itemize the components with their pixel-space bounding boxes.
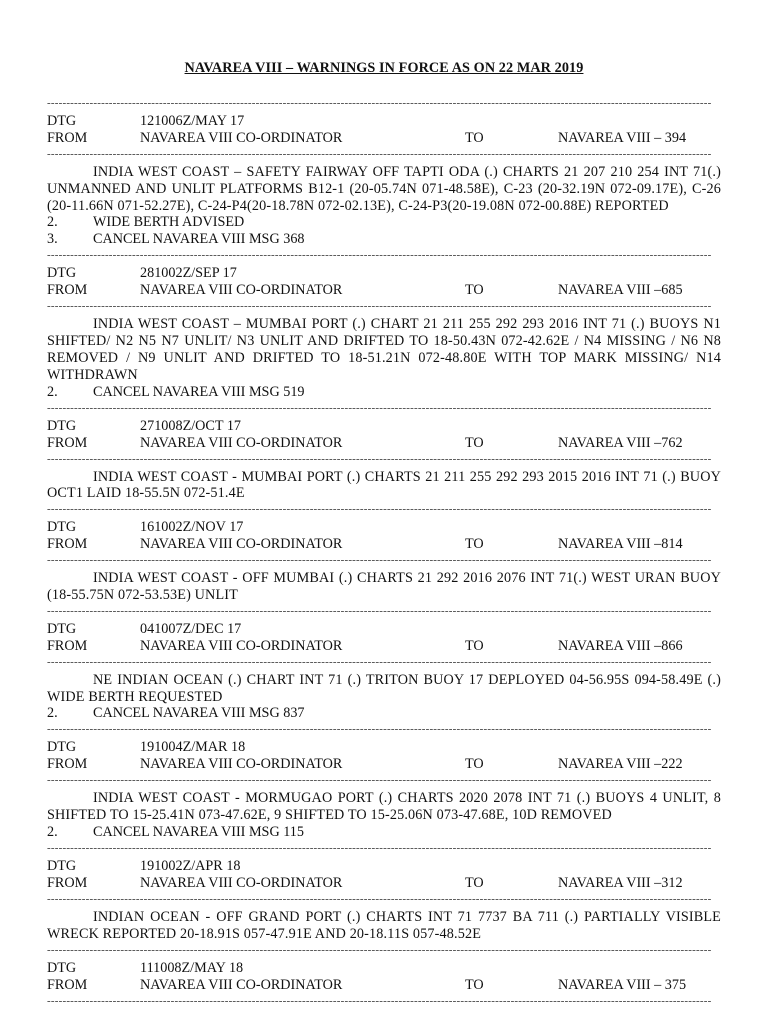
- separator-line: ----------------------------------------------------------------------------------------------------------------------------------------------------------------------------: [47, 503, 712, 516]
- to-label: TO: [465, 536, 484, 553]
- item-text: CANCEL NAVAREA VIII MSG 368: [93, 231, 305, 248]
- dtg-value: 191004Z/MAR 18: [140, 739, 246, 756]
- to-label: TO: [465, 874, 484, 891]
- dtg-label: DTG: [47, 959, 77, 976]
- item-text: CANCEL NAVAREA VIII MSG 519: [93, 383, 305, 400]
- item-number: 2.: [47, 383, 58, 400]
- from-value: NAVAREA VIII CO-ORDINATOR: [140, 874, 343, 891]
- to-label: TO: [465, 282, 484, 299]
- dtg-label: DTG: [47, 739, 77, 756]
- warning-block: [47, 248, 721, 400]
- to-value: NAVAREA VIII –814: [558, 536, 683, 553]
- from-value: NAVAREA VIII CO-ORDINATOR: [140, 536, 343, 553]
- dtg-row: [47, 621, 721, 638]
- separator-line: ----------------------------------------------------------------------------------------------------------------------------------------------------------------------------: [47, 300, 712, 313]
- dtg-value: 271008Z/OCT 17: [140, 417, 242, 434]
- dtg-value: 191002Z/APR 18: [140, 857, 241, 874]
- dtg-value: 161002Z/NOV 17: [140, 519, 244, 536]
- dtg-row: [47, 418, 721, 435]
- from-label: FROM: [47, 536, 88, 553]
- warning-text: INDIA WEST COAST - OFF MUMBAI (.) CHARTS 21 292 2016 2076 INT 71(.) WEST URAN BUOY (18-55.75N 072-53.53E) UNLIT: [47, 570, 721, 603]
- dtg-row: [47, 113, 721, 130]
- from-to-row: [47, 536, 721, 553]
- from-to-row: [47, 756, 721, 773]
- item-text: CANCEL NAVAREA VIII MSG 837: [93, 705, 305, 722]
- warning-block: [47, 604, 721, 723]
- to-label: TO: [465, 434, 484, 451]
- from-value: NAVAREA VIII CO-ORDINATOR: [140, 130, 343, 146]
- item-number: 2.: [47, 214, 58, 231]
- warning-text: INDIA WEST COAST – SAFETY FAIRWAY OFF TAPTI ODA (.) CHARTS 21 207 210 254 INT 71(.) UNMANNED AND UNLIT PLATFORMS B12-1 (20-05.74N 071-48.58E), C-23 (20-32.19N 072-09.17E), C-26 (20-11.66N 071-52.27E), C-24-P4(20-18.78N 072-02.13E), C-24-P3(20-19.08N 072-00.88E) REPORTED: [47, 164, 721, 214]
- from-value: NAVAREA VIII CO-ORDINATOR: [140, 434, 343, 451]
- warning-item: [47, 384, 721, 401]
- warning-text: NE INDIAN OCEAN (.) CHART INT 71 (.) TRITON BUOY 17 DEPLOYED 04-56.95S 094-58.49E (.) WIDE BERTH REQUESTED: [47, 671, 721, 705]
- warning-text: INDIAN OCEAN - OFF GRAND PORT (.) CHARTS INT 71 7737 BA 711 (.) PARTIALLY VISIBLE WRECK REPORTED 20-18.91S 057-47.91E AND 20-18.11S 057-48.52E: [47, 908, 721, 942]
- warning-text: INDIA WEST COAST - MORMUGAO PORT (.) CHARTS 2020 2078 INT 71 (.) BUOYS 4 UNLIT, 8 SHIFTED TO 15-25.41N 073-47.62E, 9 SHIFTED TO 15-25.06N 073-47.68E, 10D REMOVED: [47, 790, 721, 824]
- separator-line: ----------------------------------------------------------------------------------------------------------------------------------------------------------------------------: [47, 452, 712, 465]
- from-label: FROM: [47, 282, 88, 299]
- from-value: NAVAREA VIII CO-ORDINATOR: [140, 637, 343, 654]
- dtg-row: [47, 858, 721, 875]
- item-number: 2.: [47, 823, 58, 840]
- from-label: FROM: [47, 976, 88, 993]
- separator-line: ----------------------------------------------------------------------------------------------------------------------------------------------------------------------------: [47, 994, 712, 1007]
- item-text: CANCEL NAVAREA VIII MSG 115: [93, 823, 304, 840]
- dtg-value: 281002Z/SEP 17: [140, 265, 237, 282]
- from-to-row: [47, 875, 721, 892]
- dtg-label: DTG: [47, 265, 77, 282]
- item-number: 2.: [47, 705, 58, 722]
- warning-block: [47, 502, 721, 604]
- dtg-row: [47, 739, 721, 756]
- to-value: NAVAREA VIII –762: [558, 434, 683, 451]
- from-to-row: [47, 638, 721, 655]
- separator-line: ----------------------------------------------------------------------------------------------------------------------------------------------------------------------------: [47, 401, 712, 414]
- from-value: NAVAREA VIII CO-ORDINATOR: [140, 756, 343, 773]
- to-value: NAVAREA VIII –312: [558, 874, 683, 891]
- to-label: TO: [465, 130, 484, 146]
- dtg-row: [47, 519, 721, 536]
- separator-line: ----------------------------------------------------------------------------------------------------------------------------------------------------------------------------: [47, 148, 712, 160]
- dtg-label: DTG: [47, 417, 77, 434]
- warning-item: [47, 705, 721, 722]
- separator-line: ----------------------------------------------------------------------------------------------------------------------------------------------------------------------------: [47, 774, 712, 787]
- dtg-row: [47, 960, 721, 977]
- dtg-label: DTG: [47, 857, 77, 874]
- separator-line: ----------------------------------------------------------------------------------------------------------------------------------------------------------------------------: [47, 249, 712, 262]
- warning-text: INDIA WEST COAST - MUMBAI PORT (.) CHARTS 21 211 255 292 293 2015 2016 INT 71 (.) BUOY OCT1 LAID 18-55.5N 072-51.4E: [47, 468, 721, 502]
- from-label: FROM: [47, 756, 88, 773]
- from-label: FROM: [47, 637, 88, 654]
- to-value: NAVAREA VIII –685: [558, 282, 683, 299]
- from-to-row: [47, 435, 721, 452]
- dtg-label: DTG: [47, 620, 77, 637]
- warning-block: [47, 841, 721, 943]
- page-title: NAVAREA VIII – WARNINGS IN FORCE AS ON 22 MAR 2019: [184, 60, 584, 76]
- dtg-row: [47, 265, 721, 282]
- to-value: NAVAREA VIII –866: [558, 637, 683, 654]
- from-value: NAVAREA VIII CO-ORDINATOR: [140, 282, 343, 299]
- from-to-row: [47, 977, 721, 994]
- item-text: WIDE BERTH ADVISED: [93, 214, 245, 231]
- to-value: NAVAREA VIII – 375: [558, 976, 687, 993]
- separator-line: ----------------------------------------------------------------------------------------------------------------------------------------------------------------------------: [47, 554, 712, 567]
- separator-line: ----------------------------------------------------------------------------------------------------------------------------------------------------------------------------: [47, 655, 712, 668]
- warning-item: [47, 231, 721, 248]
- to-label: TO: [465, 756, 484, 773]
- warning-block: [47, 96, 721, 248]
- separator-line: ----------------------------------------------------------------------------------------------------------------------------------------------------------------------------: [47, 841, 712, 854]
- warning-block: [47, 401, 721, 503]
- from-to-row: [47, 130, 721, 147]
- separator-line: ----------------------------------------------------------------------------------------------------------------------------------------------------------------------------: [47, 723, 712, 736]
- warning-block: [47, 943, 721, 994]
- from-label: FROM: [47, 130, 88, 146]
- to-value: NAVAREA VIII –222: [558, 756, 683, 773]
- separator-line: ----------------------------------------------------------------------------------------------------------------------------------------------------------------------------: [47, 97, 712, 109]
- to-label: TO: [465, 637, 484, 654]
- warning-item: [47, 824, 721, 841]
- from-value: NAVAREA VIII CO-ORDINATOR: [140, 976, 343, 993]
- warning-text: INDIA WEST COAST – MUMBAI PORT (.) CHART 21 211 255 292 293 2016 INT 71 (.) BUOYS N1 SHIFTED/ N2 N5 N7 UNLIT/ N3 UNLIT AND DRIFTED TO 18-50.43N 072-42.62E / N4 MISSING / N6 N8 REMOVED / N9 UNLIT AND DRIFTED TO 18-51.21N 072-48.80E WITH TOP MARK MISSING/ N14 WITHDRAWN: [47, 316, 721, 383]
- separator-line: ----------------------------------------------------------------------------------------------------------------------------------------------------------------------------: [47, 892, 712, 905]
- dtg-label: DTG: [47, 113, 77, 129]
- item-number: 3.: [47, 231, 58, 248]
- from-label: FROM: [47, 434, 88, 451]
- dtg-value: 041007Z/DEC 17: [140, 620, 242, 637]
- to-value: NAVAREA VIII – 394: [558, 130, 687, 146]
- warning-item: [47, 214, 721, 231]
- from-to-row: [47, 282, 721, 299]
- dtg-value: 121006Z/MAY 17: [140, 113, 245, 129]
- to-label: TO: [465, 976, 484, 993]
- dtg-label: DTG: [47, 519, 77, 536]
- dtg-value: 111008Z/MAY 18: [140, 959, 244, 976]
- warning-block: [47, 722, 721, 841]
- separator-line: ----------------------------------------------------------------------------------------------------------------------------------------------------------------------------: [47, 943, 712, 956]
- separator-line: ----------------------------------------------------------------------------------------------------------------------------------------------------------------------------: [47, 604, 712, 617]
- warnings-list: [47, 96, 721, 1011]
- from-label: FROM: [47, 874, 88, 891]
